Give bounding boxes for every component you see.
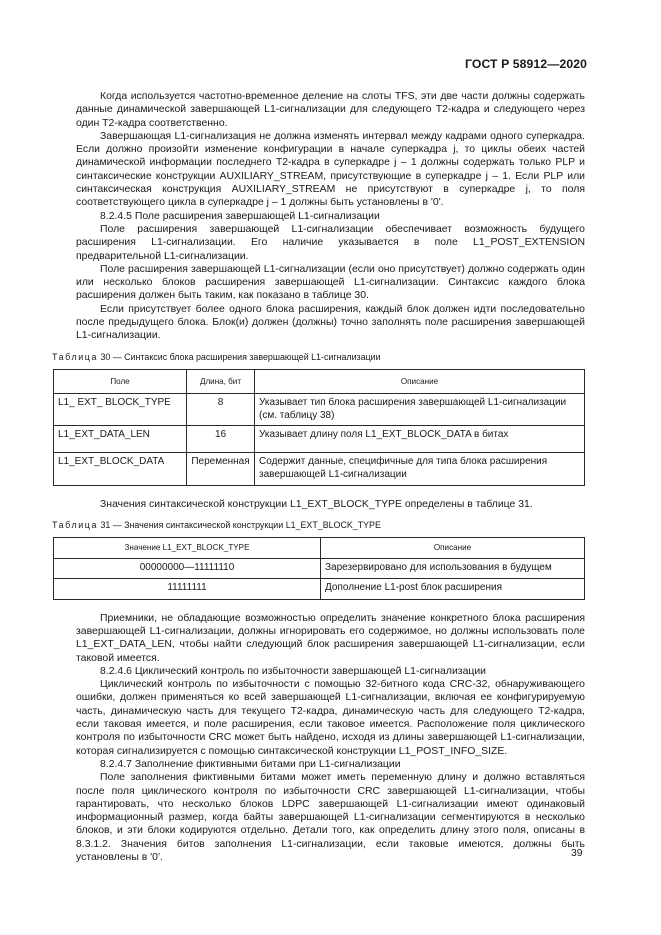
- paragraph: Приемники, не обладающие возможностью определить значение конкретного блока расширения завершающей L1-сигнализации, должны игнорировать его содержимое, но должны использовать поле L1_EXT_DATA_LEN, чтобы найти следующий блок расширения завершающей L1-сигнализации, если таковой имеется.: [76, 612, 585, 664]
- paragraph: Когда используется частотно-временное деление на слоты TFS, эти две части должны содержать данные динамической завершающей L1-сигнализации для следующего T2-кадра и следующего через один T2-кадра соответственно.: [76, 91, 585, 129]
- description-cell: Содержит данные, специфичные для типа блока расширения завершающей L1-сигнализации: [255, 453, 585, 485]
- column-header: Значение L1_EXT_BLOCK_TYPE: [54, 537, 321, 558]
- table30-caption: [52, 352, 585, 363]
- paragraph: Значения синтаксической конструкции L1_EXT_BLOCK_TYPE определены в таблице 31.: [100, 498, 533, 510]
- table-row: [54, 453, 585, 485]
- paragraph: Циклический контроль по избыточности с помощью 32-битного кода CRC-32, обнаруживающего ошибки, должен применяться ко всей завершающей L1-сигнализации, включая ее конфигурируемую часть, динамическую часть для текущего T2-кадра, динамическую часть для следующего T2-кадра, если таковая имеется, и поле расширения, если таковое имеется. Расположение поля циклического контроля по избыточности CRC может быть найдено, исходя из длины завершающей L1-сигнализации, которая сигнализируется с помощью синтаксической конструкции L1_POST_INFO_SIZE.: [76, 679, 585, 757]
- page-body: [52, 90, 585, 864]
- table-31: [53, 537, 585, 600]
- field-cell: L1_EXT_DATA_LEN: [54, 426, 187, 453]
- paragraph: Поле заполнения фиктивными битами может иметь переменную длину и должно вставляться после поля циклического контроля по избыточности CRC завершающей L1-сигнализации, чтобы гарантировать, что несколько блоков LDPC завершающей L1-сигнализации имеют одинаковый информационный размер, когда байты завершающей L1-сигнализации сегментируются в несколько блоков, и эти блоки кодируются отдельно. Детали того, как определить длину этого поля, описаны в 8.3.1.2. Значения битов заполнения L1-сигнализации, если таковые имеются, должны быть установлены в '0'.: [76, 772, 585, 864]
- column-header: Описание: [321, 537, 585, 558]
- column-header: Поле: [54, 369, 187, 394]
- description-cell: Указывает тип блока расширения завершающей L1-сигнализации (см. таблицу 38): [255, 394, 585, 426]
- description-cell: Дополнение L1-post блок расширения: [321, 579, 585, 600]
- table-row: [54, 394, 585, 426]
- column-header: Описание: [255, 369, 585, 394]
- section-heading-8245: 8.2.4.5 Поле расширения завершающей L1-сигнализации: [100, 210, 380, 222]
- table-row: [54, 579, 585, 600]
- description-cell: Указывает длину поля L1_EXT_BLOCK_DATA в битах: [255, 426, 585, 453]
- section-heading-8247: 8.2.4.7 Заполнение фиктивными битами при L1-сигнализации: [100, 758, 401, 770]
- table-header-row: [54, 369, 585, 394]
- description-cell: Зарезервировано для использования в будущем: [321, 558, 585, 579]
- caption-text: 30 — Синтаксис блока расширения завершающей L1-сигнализации: [98, 351, 381, 362]
- caption-word: Таблица: [52, 351, 98, 362]
- table-30: [53, 369, 585, 486]
- length-cell: Переменная: [187, 453, 255, 485]
- section-heading-8246: 8.2.4.6 Циклический контроль по избыточности завершающей L1-сигнализации: [100, 665, 487, 677]
- caption-word: Таблица: [52, 519, 98, 530]
- table31-caption: [52, 520, 585, 531]
- field-cell: L1_EXT_BLOCK_DATA: [54, 453, 187, 485]
- paragraph: Поле расширения завершающей L1-сигнализации (если оно присутствует) должно содержать один или несколько блоков расширения завершающей L1-сигнализации. Синтаксис каждого блока расширения должен быть таким, как показано в таблице 30.: [76, 263, 585, 302]
- page-number: 39: [571, 848, 583, 859]
- paragraph: Поле расширения завершающей L1-сигнализации обеспечивает возможность будущего расширения L1-сигнализации. Его наличие указывается в поле L1_POST_EXTENSION предварительной L1-сигнализации.: [76, 223, 585, 262]
- length-cell: 8: [187, 394, 255, 426]
- table-header-row: [54, 537, 585, 558]
- standard-designation: ГОСТ Р 58912—2020: [465, 57, 587, 71]
- length-cell: 16: [187, 426, 255, 453]
- paragraph: Если присутствует более одного блока расширения, каждый блок должен идти последовательно после предыдущего блока. Блок(и) должен (должны) точно заполнять поле расширения завершающей L1-сигнализации.: [76, 303, 585, 342]
- value-cell: 11111111: [54, 579, 321, 600]
- table-row: [54, 558, 585, 579]
- field-cell: L1_ EXT_ BLOCK_TYPE: [54, 394, 187, 426]
- paragraph: Завершающая L1-сигнализация не должна изменять интервал между кадрами одного суперкадра. Если должно произойти изменение конфигурации в начале суперкадра j, то циклы обеих частей динамической информации последнего T2-кадра в суперкадре j – 1 должны содержать только PLP и синтаксические конструкции AUXILIARY_STREAM, присутствующие в суперкадре j – 1. Если PLP или синтаксическая конструкция AUXILIARY_STREAM не присутствуют в суперкадре j, то поля соответствующего цикла в суперкадре j – 1 должны быть установлены в '0'.: [76, 130, 585, 209]
- value-cell: 00000000—11111110: [54, 558, 321, 579]
- table-row: [54, 426, 585, 453]
- caption-text: 31 — Значения синтаксической конструкции L1_EXT_BLOCK_TYPE: [98, 519, 381, 530]
- column-header: Длина, бит: [187, 369, 255, 394]
